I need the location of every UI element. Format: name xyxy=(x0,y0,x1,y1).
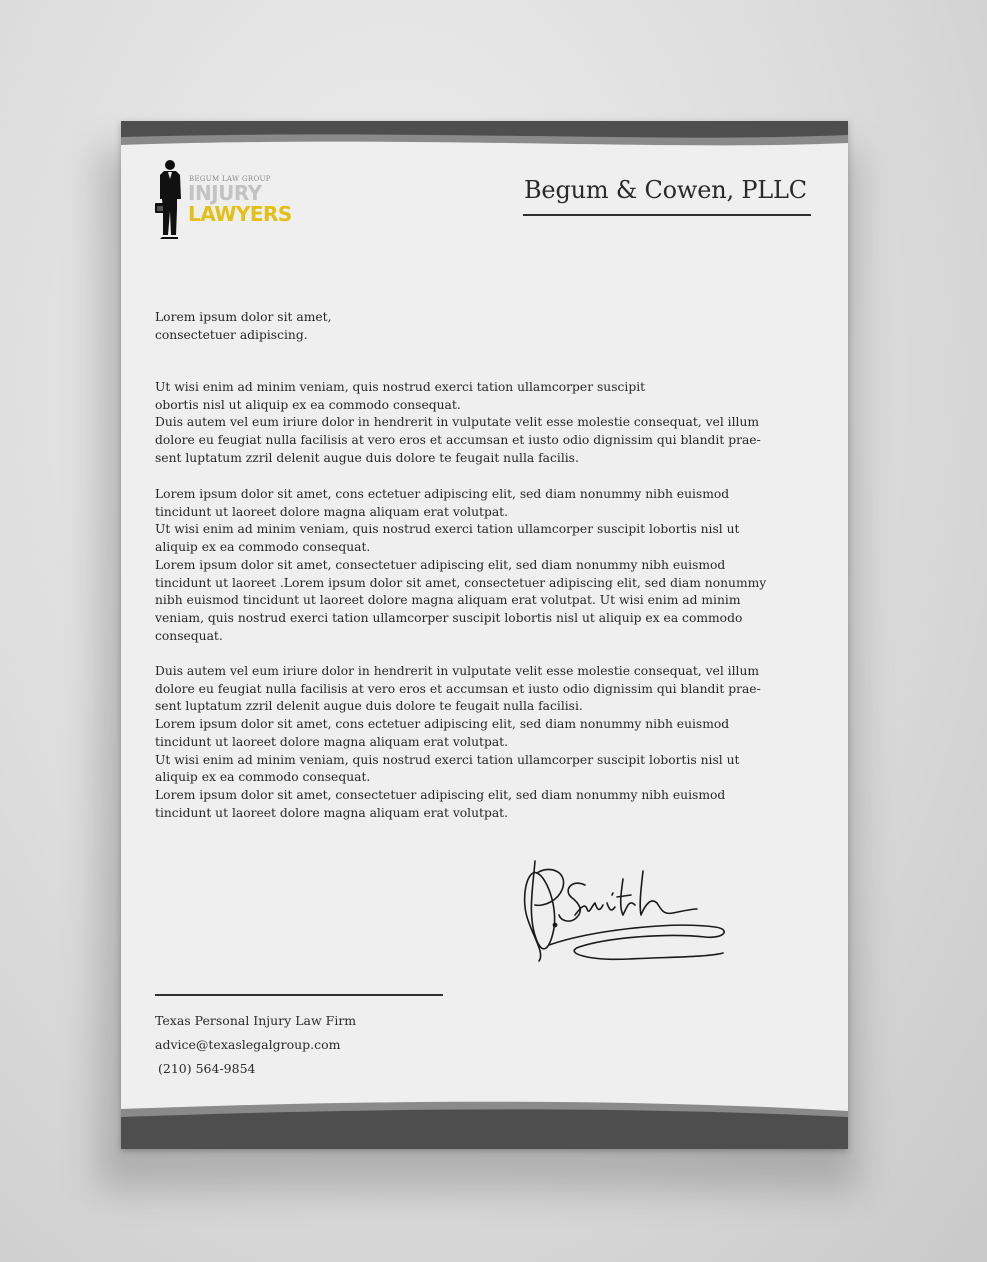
text-line: Lorem ipsum dolor sit amet, cons ectetuer adipiscing elit, sed diam nonummy nibh euismod xyxy=(155,487,730,501)
text-line: tincidunt ut laoreet .Lorem ipsum dolor sit amet, consectetuer adipiscing elit, sed diam nonummy xyxy=(155,575,767,590)
footer-phone: (210) 564-9854 xyxy=(158,1061,256,1076)
text-line: tincidunt ut laoreet dolore magna aliquam erat volutpat. xyxy=(155,734,509,749)
handwritten-signature xyxy=(519,857,731,969)
logo-word-injury: INJURY xyxy=(188,181,262,205)
text-line: Lorem ipsum dolor sit amet, consectetuer adipiscing elit, sed diam nonummy nibh euismod xyxy=(155,787,726,802)
text-line: Ut wisi enim ad minim veniam, quis nostrud exerci tation ullamcorper suscipit lobortis nisl ut xyxy=(155,752,740,767)
injury-lawyers-logo xyxy=(155,159,305,241)
text-line: sent luptatum zzril delenit augue duis dolore te feugait nulla facilis. xyxy=(155,450,579,465)
bottom-band xyxy=(121,1089,848,1149)
paragraph-1 xyxy=(155,379,775,468)
paragraph-3 xyxy=(155,663,775,822)
text-line: aliquip ex ea commodo consequat. xyxy=(155,770,371,785)
firm-name: Begum & Cowen, PLLC xyxy=(524,176,807,204)
greeting xyxy=(155,309,775,344)
greeting-line: consectetuer adipiscing. xyxy=(155,327,308,342)
text-line: veniam, quis nostrud exerci tation ullamcorper suscipit lobortis nisl ut aliquip ex ea commodo xyxy=(155,610,743,625)
lawyer-silhouette-icon xyxy=(155,159,189,239)
footer-email[interactable]: advice@texaslegalgroup.com xyxy=(155,1037,341,1052)
paragraph-2 xyxy=(155,486,775,645)
text-line: aliquip ex ea commodo consequat. xyxy=(155,540,371,555)
text-line: sent luptatum zzril delenit augue duis dolore te feugait nulla facilisi. xyxy=(155,699,583,714)
text-line: consequat. xyxy=(155,628,223,643)
top-band xyxy=(121,121,848,161)
text-line: Lorem ipsum dolor sit amet, consectetuer adipiscing elit, sed diam nonummy nibh euismod xyxy=(155,557,726,572)
letterhead-sheet xyxy=(121,121,848,1149)
logo-word-lawyers: LAWYERS xyxy=(188,202,292,226)
footer-rule xyxy=(155,994,443,996)
text-line: tincidunt ut laoreet dolore magna aliquam erat volutpat. xyxy=(155,504,509,519)
firm-name-underline xyxy=(523,214,811,216)
text-line: dolore eu feugiat nulla facilisis at vero eros et accumsan et iusto odio dignissim qui blandit prae- xyxy=(155,433,761,448)
text-line: Duis autem vel eum iriure dolor in hendrerit in vulputate velit esse molestie consequat, vel illum xyxy=(155,415,760,430)
text-line: nibh euismod tincidunt ut laoreet dolore magna aliquam erat volutpat. Ut wisi enim ad minim xyxy=(155,593,741,608)
footer-firm-type: Texas Personal Injury Law Firm xyxy=(155,1013,357,1028)
text-line: Lorem ipsum dolor sit amet, cons ectetuer adipiscing elit, sed diam nonummy nibh euismod xyxy=(155,717,730,732)
text-line: Ut wisi enim ad minim veniam, quis nostrud exerci tation ullamcorper suscipit lobortis nisl ut xyxy=(155,522,740,537)
text-line: obortis nisl ut aliquip ex ea commodo consequat. xyxy=(155,397,461,412)
text-line: Ut wisi enim ad minim veniam, quis nostrud exerci tation ullamcorper suscipit xyxy=(155,380,646,394)
greeting-line: Lorem ipsum dolor sit amet, xyxy=(155,310,332,324)
text-line: tincidunt ut laoreet dolore magna aliquam erat volutpat. xyxy=(155,805,509,820)
text-line: Duis autem vel eum iriure dolor in hendrerit in vulputate velit esse molestie consequat, vel illum xyxy=(155,664,760,678)
text-line: dolore eu feugiat nulla facilisis at vero eros et accumsan et iusto odio dignissim qui blandit prae- xyxy=(155,681,761,696)
logo-overline: BEGUM LAW GROUP xyxy=(189,175,271,183)
